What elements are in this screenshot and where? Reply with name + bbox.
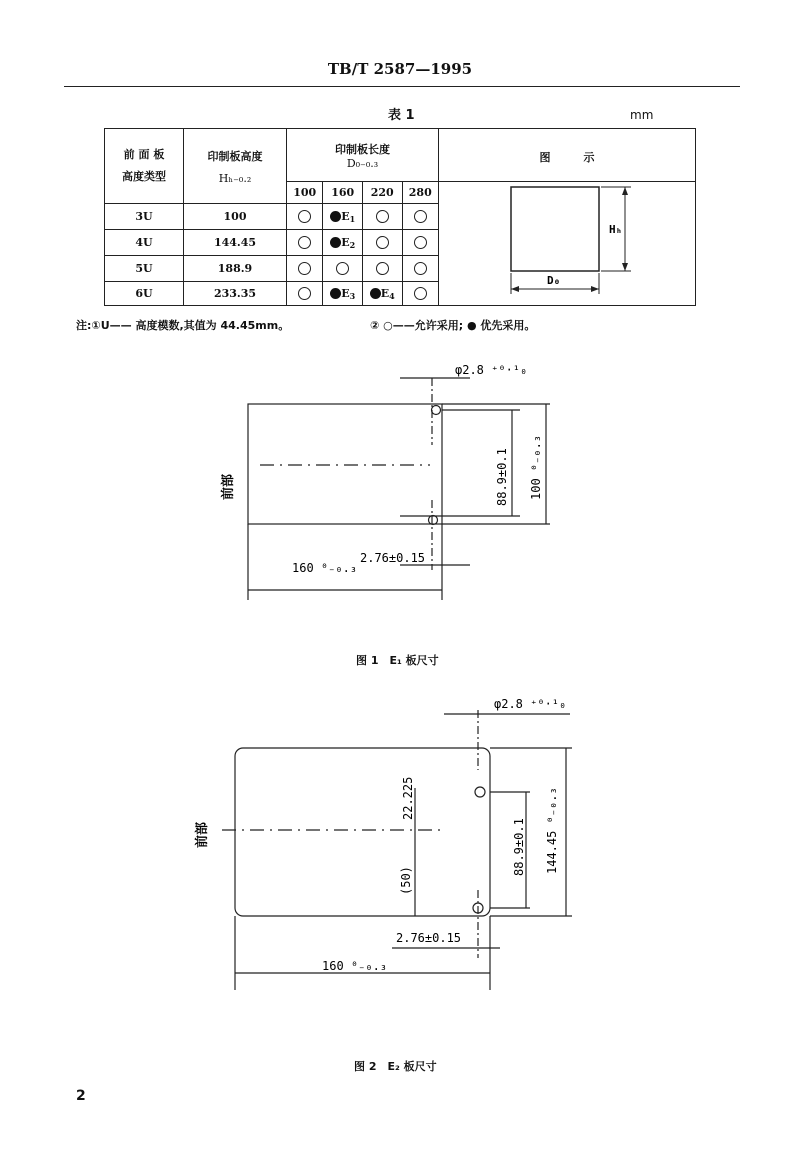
allowed-mark bbox=[414, 236, 427, 249]
row-height: 233.35 bbox=[184, 282, 287, 306]
board-size-table bbox=[104, 128, 696, 306]
board-dimension-diagram bbox=[439, 129, 695, 306]
diagram-h-label: Hₕ bbox=[609, 223, 623, 236]
table-caption: 表 1 bbox=[388, 108, 415, 123]
table-note-1: 注:①U—— 高度模数,其值为 44.45mm。 bbox=[76, 319, 290, 332]
table-unit: mm bbox=[630, 108, 654, 122]
length-160: 160 bbox=[323, 182, 363, 204]
figure-1-caption: 图 1 E₁ 板尺寸 bbox=[356, 654, 439, 667]
mark-cell: $E_2$ bbox=[323, 230, 363, 256]
mark-cell: $E_1$ bbox=[323, 204, 363, 230]
mark-cell: $E_3$ bbox=[323, 282, 363, 306]
figure-header: 图 示 bbox=[539, 151, 595, 164]
header-board-height bbox=[184, 129, 287, 204]
mark-cell bbox=[287, 282, 323, 306]
mark-cell bbox=[287, 256, 323, 282]
figure-cell bbox=[439, 129, 696, 306]
preferred-mark bbox=[330, 288, 341, 299]
mark-cell bbox=[362, 230, 402, 256]
row-type: 4U bbox=[105, 230, 184, 256]
fig1-pitch-label: 88.9±0.1 bbox=[495, 448, 509, 506]
fig2-board-outline bbox=[235, 748, 490, 916]
board-length-symbol: D₀₋₀.₃ bbox=[346, 156, 379, 170]
length-220: 220 bbox=[362, 182, 402, 204]
allowed-mark bbox=[376, 210, 389, 223]
fig1-hole-label: φ2.8 ⁺⁰·¹₀ bbox=[455, 363, 528, 377]
board-height-symbol: Hₕ₋₀.₂ bbox=[218, 171, 252, 185]
allowed-mark bbox=[336, 262, 349, 275]
fig1-length-label: 160 ⁰₋₀.₃ bbox=[292, 561, 358, 575]
header-board-length bbox=[287, 129, 439, 182]
preferred-mark bbox=[330, 237, 341, 248]
board-height-label: 印制板高度 bbox=[207, 149, 263, 163]
figure-2-caption: 图 2 E₂ 板尺寸 bbox=[354, 1060, 437, 1073]
allowed-mark bbox=[376, 262, 389, 275]
fig2-front-label: 前部 bbox=[195, 821, 210, 848]
header-panel-type: 前 面 板 高度类型 bbox=[105, 129, 184, 204]
mark-cell bbox=[402, 230, 439, 256]
row-height: 188.9 bbox=[184, 256, 287, 282]
mark-cell bbox=[362, 204, 402, 230]
row-height: 144.45 bbox=[184, 230, 287, 256]
mark-cell bbox=[402, 256, 439, 282]
mark-cell bbox=[323, 256, 363, 282]
fig2-center-label: (50) bbox=[399, 866, 413, 895]
allowed-mark bbox=[376, 236, 389, 249]
figure-2-drawing bbox=[0, 690, 800, 1010]
allowed-mark bbox=[414, 210, 427, 223]
table-note-2: ② ○——允许采用; ● 优先采用。 bbox=[370, 319, 536, 332]
fig2-hole-top bbox=[475, 787, 485, 797]
mark-cell bbox=[287, 230, 323, 256]
standard-header: TB/T 2587—1995 bbox=[327, 60, 473, 78]
header-rule bbox=[64, 86, 740, 87]
row-type: 5U bbox=[105, 256, 184, 282]
mark-cell bbox=[362, 256, 402, 282]
diagram-d-arrow-right bbox=[591, 286, 599, 292]
fig2-length-label: 160 ⁰₋₀.₃ bbox=[322, 959, 388, 973]
fig2-height-label: 144.45 ⁰₋₀.₃ bbox=[545, 787, 559, 874]
diagram-board-outline bbox=[511, 187, 599, 271]
figure-1-drawing bbox=[0, 350, 800, 670]
fig2-pitch-label: 88.9±0.1 bbox=[512, 818, 526, 876]
diagram-h-arrow-top bbox=[622, 187, 628, 195]
fig1-height-label: 100 ⁰₋₀.₃ bbox=[529, 434, 543, 500]
diagram-d-label: D₀ bbox=[547, 274, 561, 287]
diagram-h-arrow-bottom bbox=[622, 263, 628, 271]
mark-cell: $E_4$ bbox=[362, 282, 402, 306]
fig1-hole-bottom bbox=[429, 516, 438, 525]
allowed-mark bbox=[414, 262, 427, 275]
row-type: 3U bbox=[105, 204, 184, 230]
preferred-mark bbox=[370, 288, 381, 299]
fig2-offset-label: 22.225 bbox=[401, 776, 415, 820]
row-height: 100 bbox=[184, 204, 287, 230]
fig1-edge-label: 2.76±0.15 bbox=[360, 551, 426, 565]
fig2-hole-label: φ2.8 ⁺⁰·¹₀ bbox=[494, 697, 567, 711]
board-length-label: 印制板长度 bbox=[335, 142, 390, 156]
mark-cell bbox=[402, 282, 439, 306]
preferred-mark bbox=[330, 211, 341, 222]
fig1-board-outline bbox=[248, 404, 442, 524]
fig1-hole-top bbox=[432, 406, 441, 415]
row-type: 6U bbox=[105, 282, 184, 306]
allowed-mark bbox=[298, 236, 311, 249]
mark-cell bbox=[287, 204, 323, 230]
diagram-d-arrow-left bbox=[511, 286, 519, 292]
fig2-edge-label: 2.76±0.15 bbox=[396, 931, 462, 945]
allowed-mark bbox=[298, 287, 311, 300]
allowed-mark bbox=[298, 262, 311, 275]
allowed-mark bbox=[298, 210, 311, 223]
allowed-mark bbox=[414, 287, 427, 300]
fig1-front-label: 前部 bbox=[221, 473, 236, 500]
length-280: 280 bbox=[402, 182, 439, 204]
length-100: 100 bbox=[287, 182, 323, 204]
page-number: 2 bbox=[76, 1088, 86, 1104]
mark-cell bbox=[402, 204, 439, 230]
